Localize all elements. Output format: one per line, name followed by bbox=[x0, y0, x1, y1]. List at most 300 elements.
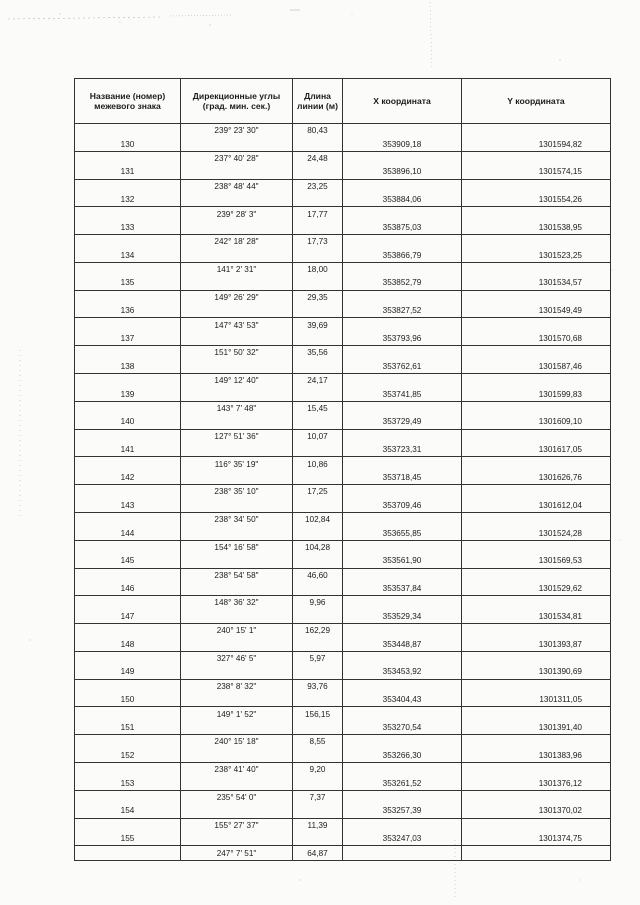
angle-cell bbox=[181, 443, 293, 457]
length-cell: 102,84 bbox=[293, 512, 343, 526]
length-cell bbox=[293, 749, 343, 763]
length-cell: 39,69 bbox=[293, 318, 343, 332]
x-coordinate-cell: 353266,30 bbox=[343, 749, 462, 763]
y-coordinate-cell bbox=[462, 374, 611, 388]
segment-row bbox=[75, 262, 611, 276]
point-row bbox=[75, 387, 611, 401]
y-coordinate-cell bbox=[462, 485, 611, 499]
y-coordinate-cell: 1301370,02 bbox=[462, 804, 611, 818]
x-coordinate-cell bbox=[343, 179, 462, 193]
y-coordinate-cell: 1301569,53 bbox=[462, 554, 611, 568]
point-row bbox=[75, 721, 611, 735]
angle-cell bbox=[181, 804, 293, 818]
x-coordinate-cell bbox=[343, 624, 462, 638]
angle-cell: 239° 23' 30" bbox=[181, 124, 293, 138]
angle-cell bbox=[181, 415, 293, 429]
angle-cell bbox=[181, 387, 293, 401]
segment-row bbox=[75, 790, 611, 804]
point-name-cell: 139 bbox=[75, 387, 181, 401]
point-name-cell: 135 bbox=[75, 276, 181, 290]
point-name-cell: 137 bbox=[75, 332, 181, 346]
x-coordinate-cell: 353257,39 bbox=[343, 804, 462, 818]
angle-cell: 149° 26' 29" bbox=[181, 290, 293, 304]
x-coordinate-cell bbox=[343, 790, 462, 804]
point-row bbox=[75, 165, 611, 179]
segment-row bbox=[75, 429, 611, 443]
y-coordinate-cell bbox=[462, 651, 611, 665]
point-row bbox=[75, 249, 611, 263]
x-coordinate-cell: 353723,31 bbox=[343, 443, 462, 457]
x-coordinate-cell bbox=[343, 540, 462, 554]
x-coordinate-cell bbox=[343, 235, 462, 249]
angle-cell bbox=[181, 776, 293, 790]
y-coordinate-cell bbox=[462, 568, 611, 582]
point-row bbox=[75, 582, 611, 596]
angle-cell: 242° 18' 28" bbox=[181, 235, 293, 249]
length-cell bbox=[293, 387, 343, 401]
table-header-row bbox=[75, 79, 611, 124]
length-cell: 17,73 bbox=[293, 235, 343, 249]
x-coordinate-cell: 353561,90 bbox=[343, 554, 462, 568]
x-coordinate-cell bbox=[343, 735, 462, 749]
angle-cell: 149° 12' 40" bbox=[181, 374, 293, 388]
x-coordinate-cell bbox=[343, 151, 462, 165]
point-name-cell: 138 bbox=[75, 360, 181, 374]
angle-cell bbox=[181, 360, 293, 374]
x-coordinate-cell bbox=[343, 651, 462, 665]
point-name-cell bbox=[75, 846, 181, 860]
length-cell bbox=[293, 304, 343, 318]
x-coordinate-cell: 353404,43 bbox=[343, 693, 462, 707]
y-coordinate-cell bbox=[462, 818, 611, 832]
point-name-cell bbox=[75, 679, 181, 693]
x-coordinate-cell: 353866,79 bbox=[343, 249, 462, 263]
angle-cell: 327° 46' 5" bbox=[181, 651, 293, 665]
y-coordinate-cell: 1301311,05 bbox=[462, 693, 611, 707]
segment-row bbox=[75, 485, 611, 499]
length-cell: 35,56 bbox=[293, 346, 343, 360]
segment-row bbox=[75, 624, 611, 638]
angle-cell bbox=[181, 526, 293, 540]
length-cell bbox=[293, 499, 343, 513]
segment-row bbox=[75, 457, 611, 471]
length-cell: 8,55 bbox=[293, 735, 343, 749]
x-coordinate-cell bbox=[343, 401, 462, 415]
segment-row bbox=[75, 235, 611, 249]
y-coordinate-cell: 1301524,28 bbox=[462, 526, 611, 540]
segment-row bbox=[75, 846, 611, 860]
segment-row bbox=[75, 207, 611, 221]
y-coordinate-cell: 1301587,46 bbox=[462, 360, 611, 374]
length-cell: 9,20 bbox=[293, 762, 343, 776]
angle-cell: 149° 1' 52" bbox=[181, 707, 293, 721]
point-row bbox=[75, 193, 611, 207]
angle-cell bbox=[181, 165, 293, 179]
y-coordinate-cell: 1301609,10 bbox=[462, 415, 611, 429]
x-coordinate-cell bbox=[343, 457, 462, 471]
point-row bbox=[75, 665, 611, 679]
coordinates-table bbox=[74, 78, 611, 861]
header-y: Y координата bbox=[462, 79, 611, 124]
point-row bbox=[75, 304, 611, 318]
y-coordinate-cell bbox=[462, 429, 611, 443]
point-name-cell bbox=[75, 512, 181, 526]
y-coordinate-cell bbox=[462, 346, 611, 360]
point-name-cell bbox=[75, 235, 181, 249]
x-coordinate-cell bbox=[343, 318, 462, 332]
x-coordinate-cell: 353884,06 bbox=[343, 193, 462, 207]
y-coordinate-cell: 1301376,12 bbox=[462, 776, 611, 790]
point-name-cell: 150 bbox=[75, 693, 181, 707]
point-name-cell bbox=[75, 262, 181, 276]
y-coordinate-cell: 1301383,96 bbox=[462, 749, 611, 763]
point-row bbox=[75, 499, 611, 513]
segment-row bbox=[75, 818, 611, 832]
y-coordinate-cell bbox=[462, 151, 611, 165]
header-angle: Дирекционные углы (град. мин. сек.) bbox=[181, 79, 293, 124]
angle-cell bbox=[181, 221, 293, 235]
y-coordinate-cell: 1301594,82 bbox=[462, 137, 611, 151]
length-cell bbox=[293, 554, 343, 568]
point-row bbox=[75, 221, 611, 235]
length-cell bbox=[293, 193, 343, 207]
point-row bbox=[75, 137, 611, 151]
y-coordinate-cell: 1301529,62 bbox=[462, 582, 611, 596]
length-cell: 80,43 bbox=[293, 124, 343, 138]
y-coordinate-cell: 1301626,76 bbox=[462, 471, 611, 485]
x-coordinate-cell: 353909,18 bbox=[343, 137, 462, 151]
segment-row bbox=[75, 512, 611, 526]
x-coordinate-cell bbox=[343, 707, 462, 721]
x-coordinate-cell: 353827,52 bbox=[343, 304, 462, 318]
y-coordinate-cell: 1301390,69 bbox=[462, 665, 611, 679]
x-coordinate-cell bbox=[343, 346, 462, 360]
length-cell bbox=[293, 360, 343, 374]
angle-cell bbox=[181, 332, 293, 346]
point-name-cell: 152 bbox=[75, 749, 181, 763]
length-cell: 24,48 bbox=[293, 151, 343, 165]
angle-cell bbox=[181, 249, 293, 263]
angle-cell: 238° 41' 40" bbox=[181, 762, 293, 776]
y-coordinate-cell: 1301549,49 bbox=[462, 304, 611, 318]
length-cell: 9,96 bbox=[293, 596, 343, 610]
length-cell bbox=[293, 526, 343, 540]
point-name-cell: 143 bbox=[75, 499, 181, 513]
x-coordinate-cell bbox=[343, 762, 462, 776]
length-cell: 10,07 bbox=[293, 429, 343, 443]
length-cell: 18,00 bbox=[293, 262, 343, 276]
angle-cell: 143° 7' 48" bbox=[181, 401, 293, 415]
segment-row bbox=[75, 651, 611, 665]
point-name-cell: 153 bbox=[75, 776, 181, 790]
length-cell bbox=[293, 832, 343, 846]
length-cell: 29,35 bbox=[293, 290, 343, 304]
y-coordinate-cell: 1301534,57 bbox=[462, 276, 611, 290]
y-coordinate-cell bbox=[462, 762, 611, 776]
x-coordinate-cell: 353793,96 bbox=[343, 332, 462, 346]
point-name-cell bbox=[75, 401, 181, 415]
length-cell: 23,25 bbox=[293, 179, 343, 193]
angle-cell: 240° 15' 18" bbox=[181, 735, 293, 749]
length-cell: 24,17 bbox=[293, 374, 343, 388]
angle-cell bbox=[181, 554, 293, 568]
point-name-cell: 142 bbox=[75, 471, 181, 485]
angle-cell bbox=[181, 665, 293, 679]
point-name-cell: 132 bbox=[75, 193, 181, 207]
y-coordinate-cell: 1301538,95 bbox=[462, 221, 611, 235]
y-coordinate-cell bbox=[462, 596, 611, 610]
angle-cell: 148° 36' 32" bbox=[181, 596, 293, 610]
x-coordinate-cell bbox=[343, 846, 462, 860]
length-cell bbox=[293, 804, 343, 818]
point-name-cell bbox=[75, 818, 181, 832]
angle-cell: 238° 34' 50" bbox=[181, 512, 293, 526]
y-coordinate-cell: 1301374,75 bbox=[462, 832, 611, 846]
x-coordinate-cell bbox=[343, 512, 462, 526]
header-name: Название (номер) межевого знака bbox=[75, 79, 181, 124]
angle-cell: 127° 51' 36" bbox=[181, 429, 293, 443]
x-coordinate-cell: 353448,87 bbox=[343, 637, 462, 651]
segment-row bbox=[75, 679, 611, 693]
segment-row bbox=[75, 568, 611, 582]
point-row bbox=[75, 276, 611, 290]
length-cell bbox=[293, 582, 343, 596]
angle-cell bbox=[181, 693, 293, 707]
angle-cell: 151° 50' 32" bbox=[181, 346, 293, 360]
y-coordinate-cell bbox=[462, 735, 611, 749]
point-name-cell bbox=[75, 485, 181, 499]
point-name-cell: 133 bbox=[75, 221, 181, 235]
point-row bbox=[75, 360, 611, 374]
x-coordinate-cell: 353261,52 bbox=[343, 776, 462, 790]
y-coordinate-cell bbox=[462, 290, 611, 304]
segment-row bbox=[75, 346, 611, 360]
point-name-cell bbox=[75, 457, 181, 471]
y-coordinate-cell: 1301391,40 bbox=[462, 721, 611, 735]
length-cell: 11,39 bbox=[293, 818, 343, 832]
angle-cell bbox=[181, 304, 293, 318]
angle-cell bbox=[181, 137, 293, 151]
point-name-cell bbox=[75, 651, 181, 665]
length-cell bbox=[293, 221, 343, 235]
length-cell: 7,37 bbox=[293, 790, 343, 804]
angle-cell: 235° 54' 0" bbox=[181, 790, 293, 804]
x-coordinate-cell bbox=[343, 262, 462, 276]
length-cell bbox=[293, 332, 343, 346]
point-name-cell: 148 bbox=[75, 637, 181, 651]
angle-cell: 238° 48' 44" bbox=[181, 179, 293, 193]
angle-cell bbox=[181, 749, 293, 763]
angle-cell: 147° 43' 53" bbox=[181, 318, 293, 332]
point-name-cell bbox=[75, 568, 181, 582]
point-row bbox=[75, 526, 611, 540]
length-cell bbox=[293, 249, 343, 263]
angle-cell bbox=[181, 582, 293, 596]
point-name-cell bbox=[75, 346, 181, 360]
point-name-cell bbox=[75, 596, 181, 610]
angle-cell: 237° 40' 28" bbox=[181, 151, 293, 165]
length-cell bbox=[293, 165, 343, 179]
length-cell: 10,86 bbox=[293, 457, 343, 471]
angle-cell: 240° 15' 1" bbox=[181, 624, 293, 638]
x-coordinate-cell bbox=[343, 124, 462, 138]
angle-cell bbox=[181, 471, 293, 485]
point-name-cell: 144 bbox=[75, 526, 181, 540]
angle-cell bbox=[181, 637, 293, 651]
length-cell: 5,97 bbox=[293, 651, 343, 665]
y-coordinate-cell bbox=[462, 707, 611, 721]
length-cell bbox=[293, 415, 343, 429]
angle-cell: 154° 16' 58" bbox=[181, 540, 293, 554]
point-row bbox=[75, 332, 611, 346]
header-length: Длина линии (м) bbox=[293, 79, 343, 124]
point-name-cell bbox=[75, 540, 181, 554]
x-coordinate-cell bbox=[343, 485, 462, 499]
y-coordinate-cell: 1301617,05 bbox=[462, 443, 611, 457]
angle-cell: 141° 2' 31" bbox=[181, 262, 293, 276]
point-row bbox=[75, 804, 611, 818]
point-name-cell bbox=[75, 624, 181, 638]
point-name-cell bbox=[75, 735, 181, 749]
x-coordinate-cell: 353875,03 bbox=[343, 221, 462, 235]
point-row bbox=[75, 749, 611, 763]
point-row bbox=[75, 776, 611, 790]
point-name-cell: 155 bbox=[75, 832, 181, 846]
y-coordinate-cell bbox=[462, 679, 611, 693]
length-cell bbox=[293, 443, 343, 457]
y-coordinate-cell: 1301574,15 bbox=[462, 165, 611, 179]
header-x: X координата bbox=[343, 79, 462, 124]
point-name-cell: 131 bbox=[75, 165, 181, 179]
segment-row bbox=[75, 124, 611, 138]
x-coordinate-cell bbox=[343, 596, 462, 610]
x-coordinate-cell: 353537,84 bbox=[343, 582, 462, 596]
segment-row bbox=[75, 762, 611, 776]
length-cell: 46,60 bbox=[293, 568, 343, 582]
x-coordinate-cell: 353247,03 bbox=[343, 832, 462, 846]
point-name-cell: 154 bbox=[75, 804, 181, 818]
y-coordinate-cell bbox=[462, 235, 611, 249]
x-coordinate-cell: 353852,79 bbox=[343, 276, 462, 290]
length-cell: 64,87 bbox=[293, 846, 343, 860]
point-row bbox=[75, 610, 611, 624]
x-coordinate-cell: 353729,49 bbox=[343, 415, 462, 429]
length-cell bbox=[293, 721, 343, 735]
y-coordinate-cell: 1301599,83 bbox=[462, 387, 611, 401]
point-name-cell bbox=[75, 290, 181, 304]
y-coordinate-cell bbox=[462, 262, 611, 276]
length-cell: 104,28 bbox=[293, 540, 343, 554]
point-name-cell bbox=[75, 707, 181, 721]
point-name-cell: 149 bbox=[75, 665, 181, 679]
segment-row bbox=[75, 596, 611, 610]
point-name-cell: 141 bbox=[75, 443, 181, 457]
angle-cell: 239° 28' 3" bbox=[181, 207, 293, 221]
x-coordinate-cell bbox=[343, 290, 462, 304]
y-coordinate-cell bbox=[462, 318, 611, 332]
angle-cell bbox=[181, 832, 293, 846]
point-name-cell bbox=[75, 124, 181, 138]
y-coordinate-cell bbox=[462, 207, 611, 221]
y-coordinate-cell bbox=[462, 540, 611, 554]
angle-cell bbox=[181, 276, 293, 290]
x-coordinate-cell bbox=[343, 207, 462, 221]
point-row bbox=[75, 415, 611, 429]
angle-cell: 247° 7' 51" bbox=[181, 846, 293, 860]
length-cell: 15,45 bbox=[293, 401, 343, 415]
point-row bbox=[75, 637, 611, 651]
segment-row bbox=[75, 540, 611, 554]
point-name-cell bbox=[75, 318, 181, 332]
point-name-cell bbox=[75, 374, 181, 388]
length-cell: 17,77 bbox=[293, 207, 343, 221]
length-cell bbox=[293, 137, 343, 151]
length-cell bbox=[293, 776, 343, 790]
y-coordinate-cell bbox=[462, 624, 611, 638]
point-name-cell: 134 bbox=[75, 249, 181, 263]
length-cell bbox=[293, 637, 343, 651]
length-cell bbox=[293, 665, 343, 679]
segment-row bbox=[75, 318, 611, 332]
table-body bbox=[75, 124, 611, 861]
point-name-cell bbox=[75, 762, 181, 776]
y-coordinate-cell bbox=[462, 846, 611, 860]
length-cell: 93,76 bbox=[293, 679, 343, 693]
y-coordinate-cell bbox=[462, 512, 611, 526]
x-coordinate-cell bbox=[343, 679, 462, 693]
angle-cell bbox=[181, 499, 293, 513]
angle-cell: 238° 8' 32" bbox=[181, 679, 293, 693]
y-coordinate-cell bbox=[462, 790, 611, 804]
segment-row bbox=[75, 707, 611, 721]
x-coordinate-cell bbox=[343, 568, 462, 582]
point-row bbox=[75, 554, 611, 568]
x-coordinate-cell: 353709,46 bbox=[343, 499, 462, 513]
y-coordinate-cell: 1301612,04 bbox=[462, 499, 611, 513]
x-coordinate-cell: 353529,34 bbox=[343, 610, 462, 624]
x-coordinate-cell: 353718,45 bbox=[343, 471, 462, 485]
segment-row bbox=[75, 401, 611, 415]
length-cell bbox=[293, 693, 343, 707]
x-coordinate-cell: 353741,85 bbox=[343, 387, 462, 401]
angle-cell bbox=[181, 610, 293, 624]
length-cell: 17,25 bbox=[293, 485, 343, 499]
y-coordinate-cell bbox=[462, 457, 611, 471]
length-cell bbox=[293, 276, 343, 290]
point-row bbox=[75, 471, 611, 485]
y-coordinate-cell: 1301393,87 bbox=[462, 637, 611, 651]
angle-cell bbox=[181, 193, 293, 207]
x-coordinate-cell bbox=[343, 429, 462, 443]
point-name-cell: 147 bbox=[75, 610, 181, 624]
point-name-cell bbox=[75, 207, 181, 221]
y-coordinate-cell: 1301534,81 bbox=[462, 610, 611, 624]
length-cell bbox=[293, 471, 343, 485]
point-name-cell: 136 bbox=[75, 304, 181, 318]
segment-row bbox=[75, 179, 611, 193]
segment-row bbox=[75, 374, 611, 388]
angle-cell: 116° 35' 19" bbox=[181, 457, 293, 471]
y-coordinate-cell bbox=[462, 401, 611, 415]
angle-cell: 155° 27' 37" bbox=[181, 818, 293, 832]
point-name-cell bbox=[75, 790, 181, 804]
point-name-cell: 140 bbox=[75, 415, 181, 429]
segment-row bbox=[75, 290, 611, 304]
point-name-cell: 130 bbox=[75, 137, 181, 151]
x-coordinate-cell: 353655,85 bbox=[343, 526, 462, 540]
x-coordinate-cell: 353896,10 bbox=[343, 165, 462, 179]
point-name-cell: 146 bbox=[75, 582, 181, 596]
